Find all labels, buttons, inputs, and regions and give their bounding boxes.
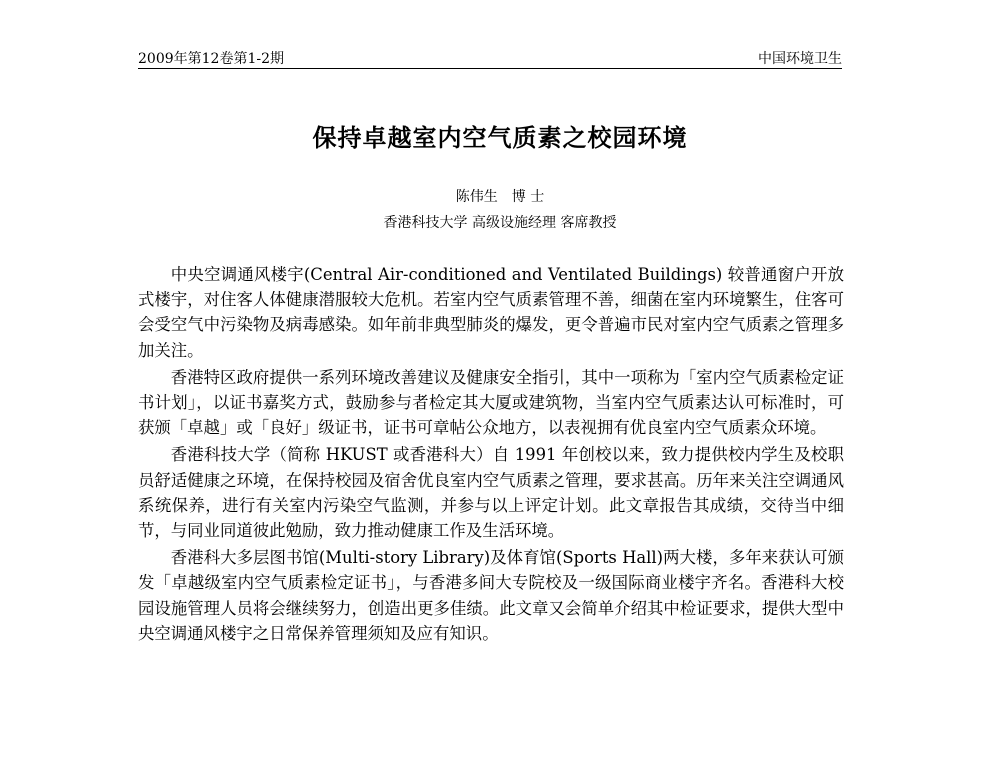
paragraph: 香港科技大学（简称 HKUST 或香港科大）自 1991 年创校以来，致力提供校内学生及校职员舒适健康之环境，在保持校园及宿舍优良室内空气质素之管理，要求甚高。历年来关注空调通风系统保养，进行有关室内污染空气监测，并参与以上评定计划。此文章报告其成绩，交待当中细节，与同业同道彼此勉励，致力推动健康工作及生活环境。	[138, 445, 844, 541]
article-title: 保持卓越室内空气质素之校园环境	[312, 124, 688, 152]
article-body	[138, 262, 844, 648]
running-header	[138, 42, 842, 69]
paragraph: 香港科大多层图书馆(Multi-story Library)及体育馆(Sports Hall)两大楼，多年来获认可颁发「卓越级室内空气质素检定证书」，与香港多间大专院校及一级国际商业楼宇齐名。香港科大校园设施管理人员将会继续努力，创造出更多佳绩。此文章又会简单介绍其中检证要求，提供大型中央空调通风楼宇之日常保养管理须知及应有知识。	[138, 548, 844, 643]
paragraph: 中央空调通风楼宇(Central Air-conditioned and Ventilated Buildings) 较普通窗户开放式楼宇，对住客人体健康潜服较大危机。若室内空气质素管理不善，细菌在室内环境繁生，住客可会受空气中污染物及病毒感染。如年前非典型肺炎的爆发，更令普遍市民对室内空气质素之管理多加关注。	[138, 265, 844, 360]
author-name: 陈伟生 博 士	[455, 189, 545, 205]
journal-name: 中国环境卫生	[758, 51, 842, 67]
issue-info: 2009年第12卷第1-2期	[138, 51, 284, 67]
paragraph: 香港特区政府提供一系列环境改善建议及健康安全指引，其中一项称为「室内空气质素检定证书计划」，以证书嘉奖方式，鼓励参与者检定其大厦或建筑物，当室内空气质素达认可标准时，可获颁「卓越」或「良好」级证书，证书可章帖公众地方，以表视拥有优良室内空气质素众环境。	[138, 367, 844, 438]
author-affiliation: 香港科技大学 高级设施经理 客席教授	[383, 215, 617, 231]
